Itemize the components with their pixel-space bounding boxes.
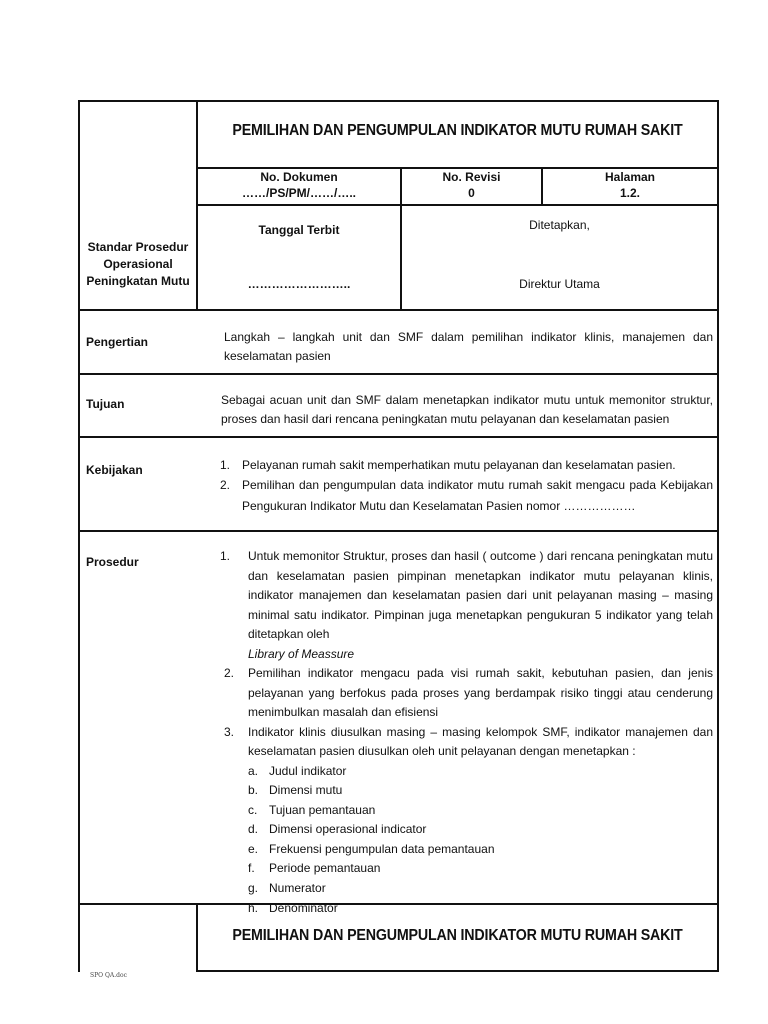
list-item xyxy=(220,475,713,517)
list-text-italic: Library of Meassure xyxy=(248,646,355,661)
sub-text: Frekuensi pengumpulan data pemantauan xyxy=(269,841,495,856)
section-text-tujuan: Sebagai acuan unit dan SMF dalam menetapkan indikator mutu untuk memonitor struktur, proses dan hasil dari rencana peningkatan mutu pelayanan dan keselamatan pasien xyxy=(221,393,713,426)
section-text-pengertian: Langkah – langkah unit dan SMF dalam pemilihan indikator klinis, manajemen dan keselamatan pasien xyxy=(224,330,713,363)
table-divider xyxy=(196,204,719,206)
sub-letter: h. xyxy=(248,900,259,915)
sub-list-item xyxy=(248,879,713,899)
sub-letter: c. xyxy=(248,802,258,817)
doc-number-cell xyxy=(198,169,400,201)
sub-letter: f. xyxy=(248,861,255,876)
page-label: Halaman xyxy=(604,170,656,184)
list-number: 1. xyxy=(220,549,231,563)
list-number: 1. xyxy=(220,458,231,472)
list-item xyxy=(220,664,713,723)
section-label-prosedur: Prosedur xyxy=(86,555,139,569)
page-value: 1.2. xyxy=(619,186,640,200)
table-divider xyxy=(78,530,719,532)
sub-list-item xyxy=(248,859,713,879)
list-text: Untuk memonitor Struktur, proses dan hasil ( outcome ) dari rencana peningkatan mutu dan keselamatan pasien pimpinan menetapkan indikator mutu pelayanan klinis, indikator manajemen dan keselamatan pasien dari unit pelayanan masing – masing minimal satu indikator. Pimpinan juga menetapkan pengukuran 5 indikator yang telah ditetapkan oleh xyxy=(248,549,713,641)
doc-number-label: No. Dokumen xyxy=(260,170,338,184)
section-label-kebijakan: Kebijakan xyxy=(86,463,143,477)
table-divider xyxy=(78,436,719,438)
list-number: 2. xyxy=(224,666,235,680)
sub-letter: b. xyxy=(248,783,259,798)
sub-list-item xyxy=(248,762,713,782)
sub-list-item xyxy=(248,781,713,801)
sub-letter: d. xyxy=(248,822,259,837)
list-item xyxy=(220,547,713,664)
list-number: 3. xyxy=(224,724,235,739)
director-label: Direktur Utama xyxy=(519,277,600,291)
page-cell xyxy=(543,169,717,201)
sub-list-item xyxy=(248,801,713,821)
kebijakan-list xyxy=(220,455,713,517)
sub-text: Judul indikator xyxy=(269,763,347,778)
list-item xyxy=(220,723,713,762)
issue-date-label: Tanggal Terbit xyxy=(258,223,340,237)
footer-title: PEMILIHAN DAN PENGUMPULAN INDIKATOR MUTU RUMAH SAKIT xyxy=(232,927,683,944)
section-label-tujuan: Tujuan xyxy=(86,397,125,411)
section-label-pengertian: Pengertian xyxy=(86,335,149,349)
prosedur-list xyxy=(220,547,713,918)
sop-title-line: Standar Prosedur xyxy=(87,240,189,254)
sub-list-item xyxy=(248,820,713,840)
table-border-bottom xyxy=(196,970,719,972)
sub-text: Numerator xyxy=(269,881,326,896)
sop-title-line: Peningkatan Mutu xyxy=(86,274,190,288)
document-title: PEMILIHAN DAN PENGUMPULAN INDIKATOR MUTU RUMAH SAKIT xyxy=(232,122,683,139)
footer-filename: SPO QA.doc xyxy=(90,972,127,979)
list-number: 2. xyxy=(220,478,231,492)
sop-title xyxy=(80,239,196,290)
sub-letter: e. xyxy=(248,841,259,856)
sub-text: Dimensi mutu xyxy=(269,783,343,798)
table-divider xyxy=(196,903,198,972)
table-border-right xyxy=(717,100,719,972)
doc-number-value: ……/PS/PM/……/….. xyxy=(241,186,356,200)
revision-value: 0 xyxy=(468,186,475,200)
table-divider xyxy=(78,309,719,311)
revision-label: No. Revisi xyxy=(442,170,501,184)
table-border-left xyxy=(78,100,80,972)
sub-text: Dimensi operasional indicator xyxy=(269,822,427,837)
sub-letter: g. xyxy=(248,881,259,896)
sub-text: Tujuan pemantauan xyxy=(269,802,376,817)
sub-text: Periode pemantauan xyxy=(269,861,381,876)
list-text: Pemilihan dan pengumpulan data indikator mutu rumah sakit mengacu pada Kebijakan Pengukuran Indikator Mutu dan Keselamatan Pasien nomor ……………… xyxy=(242,478,713,513)
revision-cell xyxy=(402,169,541,201)
sub-list xyxy=(220,762,713,919)
list-text: Pelayanan rumah sakit memperhatikan mutu pelayanan dan keselamatan pasien. xyxy=(242,458,676,472)
list-item xyxy=(220,455,713,475)
sub-text: Denominator xyxy=(269,900,338,915)
approved-label: Ditetapkan, xyxy=(529,218,590,232)
sub-letter: a. xyxy=(248,763,259,778)
table-divider xyxy=(78,373,719,375)
list-text: Pemilihan indikator mengacu pada visi rumah sakit, kebutuhan pasien, dan jenis pelayanan yang berfokus pada proses yang berdampak risiko tinggi atau cenderung menimbulkan masalah dan efisiensi xyxy=(248,666,713,719)
table-border-top xyxy=(78,100,719,102)
sop-title-line: Operasional xyxy=(103,257,173,271)
sub-list-item xyxy=(248,899,713,919)
list-text: Indikator klinis diusulkan masing – masing kelompok SMF, indikator manajemen dan keselamatan pasien diusulkan oleh unit pelayanan dengan menetapkan : xyxy=(248,724,713,758)
sub-list-item xyxy=(248,840,713,860)
issue-date-value: …………………….. xyxy=(247,277,351,291)
